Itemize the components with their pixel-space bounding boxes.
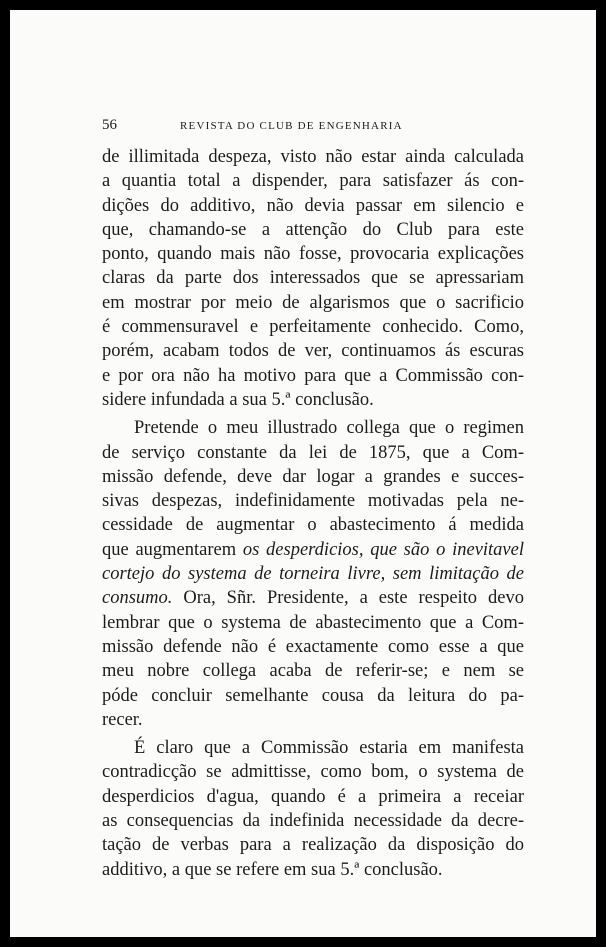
paragraph-start-line: Pretende o meu illustrado collega que o regimen xyxy=(134,418,524,439)
running-head: REVISTA DO CLUB DE ENGENHARIA xyxy=(180,120,403,132)
text-line: que, chamando-se a attenção do Club para este xyxy=(102,219,524,240)
text-line: missão defende não é exactamente como esse a que xyxy=(102,636,524,657)
text-line: ponto, quando mais não fosse, provocaria explicações xyxy=(102,244,524,265)
text-line-mixed xyxy=(102,538,524,562)
text-line: cessidade de augmentar o abastecimento á medida xyxy=(102,515,524,536)
text-line: desperdicios d'agua, quando é a primeira a receiar xyxy=(102,786,524,807)
text-line: em mostrar por meio de algarismos que o sacrificio xyxy=(102,292,524,313)
page-header xyxy=(102,117,532,139)
text-segment: Ora, Sñr. Presidente, a este respeito devo xyxy=(172,588,524,609)
text-line: claras da parte dos interessados que se apressariam xyxy=(102,268,524,289)
text-line-mixed xyxy=(102,586,524,610)
text-line: contradicção se admittisse, como bom, o systema de xyxy=(102,762,524,783)
text-line: meu nobre collega acaba de referir-se; e nem se xyxy=(102,661,524,682)
text-line: additivo, a que se refere em sua 5.ª conclusão. xyxy=(102,859,443,880)
text-line: sidere infundada a sua 5.ª conclusão. xyxy=(102,389,374,410)
text-line: é commensuravel e perfeitamente conhecido. Como, xyxy=(102,317,524,338)
text-line: recer. xyxy=(102,709,143,730)
italic-segment: os desperdicios, que são o inevitavel xyxy=(242,539,524,560)
italic-segment: consumo. xyxy=(102,588,173,609)
text-line: dições do additivo, não devia passar em silencio e xyxy=(102,195,524,216)
text-line: de illimitada despeza, visto não estar ainda calculada xyxy=(102,147,524,167)
text-line: lembrar que o systema de abastecimento que a Com- xyxy=(102,612,524,633)
text-line: porém, acabam todos de ver, continuamos ás escuras xyxy=(102,341,524,362)
text-segment: que augmentarem xyxy=(102,539,243,560)
paragraph-start-line: É claro que a Commissão estaria em manifesta xyxy=(134,738,524,759)
body-text xyxy=(102,145,524,882)
text-line: póde concluir semelhante cousa da leitura do pa- xyxy=(102,685,524,706)
text-line: a quantia total a dispender, para satisfazer ás con- xyxy=(102,171,524,192)
text-line: tação de verbas para a realização da disposição do xyxy=(102,835,524,856)
page-number: 56 xyxy=(102,117,117,133)
text-line: sivas despezas, indefinidamente motivadas pela ne- xyxy=(102,491,524,512)
italic-line: cortejo do systema de torneira livre, sem limitação de xyxy=(102,564,524,585)
text-line: as consequencias da indefinida necessidade da decre- xyxy=(102,811,524,832)
book-page xyxy=(10,10,596,937)
text-line: missão defende, deve dar logar a grandes e succes- xyxy=(102,466,524,487)
text-line: e por ora não ha motivo para que a Commissão con- xyxy=(102,365,524,386)
text-line: de serviço constante da lei de 1875, que a Com- xyxy=(102,442,524,463)
